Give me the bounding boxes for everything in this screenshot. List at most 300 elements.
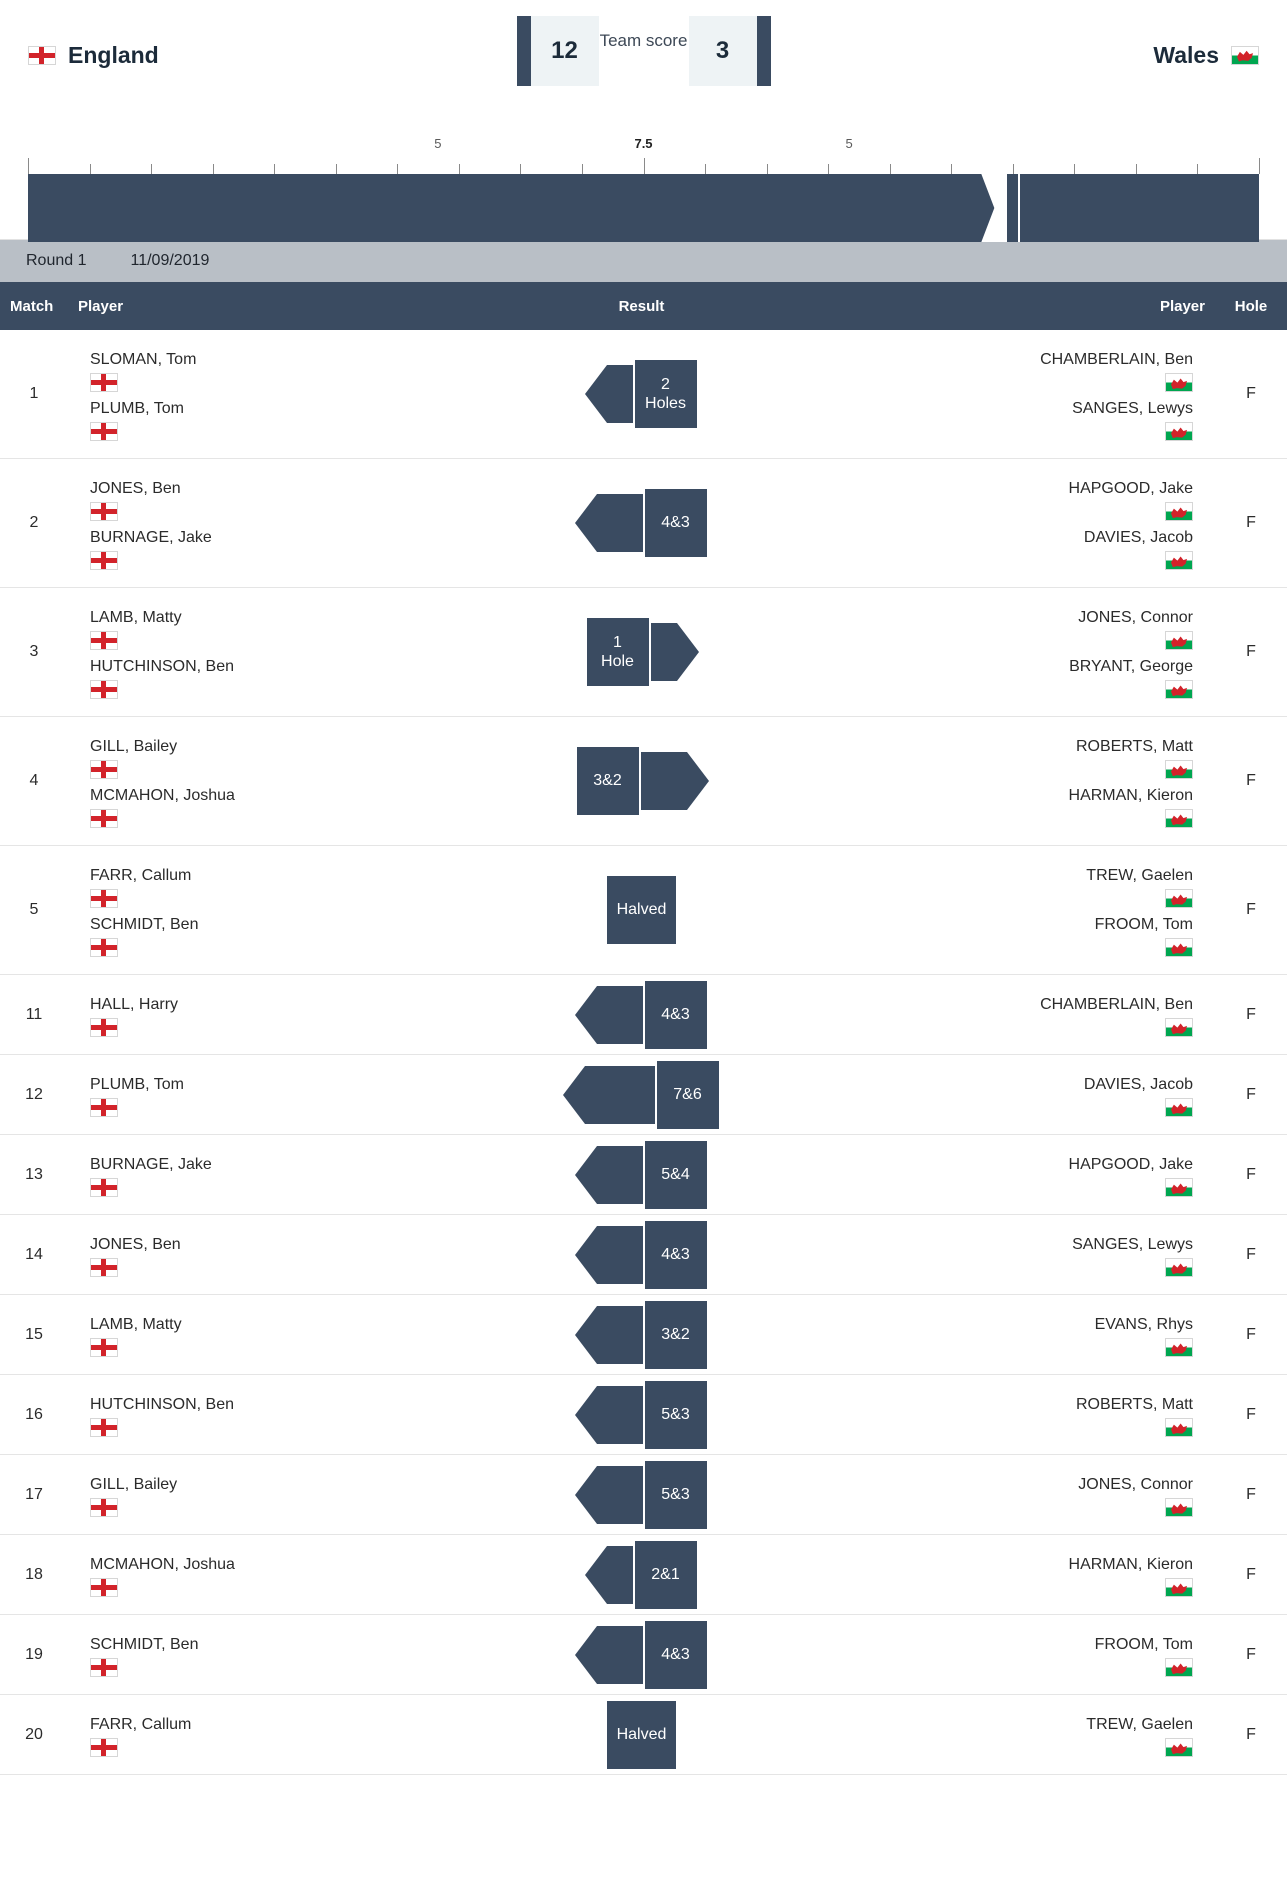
tick-mark	[1136, 164, 1137, 174]
tick-mark	[520, 164, 521, 174]
result-holder	[513, 874, 771, 946]
match-result	[512, 588, 772, 717]
match-number: 14	[25, 1245, 43, 1263]
player-entry	[90, 479, 502, 522]
players-right	[772, 1215, 1216, 1295]
result-line: 3&2	[661, 1325, 690, 1343]
result-line: Halved	[616, 901, 667, 919]
players-left	[68, 588, 512, 717]
table-row[interactable]	[0, 1135, 1287, 1215]
player-flag	[90, 809, 502, 829]
match-hole-status: F	[1246, 772, 1256, 789]
result-arrow-left-tip	[575, 494, 597, 552]
result-score-box	[633, 1541, 699, 1609]
player-flag	[782, 1338, 1194, 1358]
player-flag	[782, 889, 1194, 909]
table-row[interactable]	[0, 1455, 1287, 1535]
player-name: SCHMIDT, Ben	[90, 1636, 199, 1653]
player-entry	[782, 786, 1194, 829]
match-result	[512, 330, 772, 459]
tick-mark	[1013, 164, 1014, 174]
players-right	[772, 588, 1216, 717]
match-result	[512, 459, 772, 588]
player-entry	[90, 1315, 502, 1358]
player-flag	[782, 551, 1194, 571]
score-right: 3	[689, 16, 771, 86]
player-name: DAVIES, Jacob	[1083, 1076, 1193, 1093]
wales-flag-icon	[1165, 889, 1193, 908]
player-name: FARR, Callum	[90, 867, 192, 884]
matches-table	[0, 282, 1287, 1775]
result-holder	[513, 1539, 771, 1611]
match-result	[512, 1135, 772, 1215]
tick-label: 5	[845, 136, 853, 151]
player-name: ROBERTS, Matt	[1075, 1396, 1193, 1413]
team-score-row	[0, 0, 1287, 110]
match-number: 20	[25, 1725, 43, 1743]
result-arrow-left	[597, 1306, 643, 1364]
player-entry	[90, 866, 502, 909]
match-result	[512, 1295, 772, 1375]
player-flag	[782, 373, 1194, 393]
player-name: PLUMB, Tom	[90, 1076, 184, 1093]
player-entry	[90, 786, 502, 829]
england-flag-icon	[90, 1658, 118, 1677]
player-name: SANGES, Lewys	[1072, 400, 1193, 417]
match-number: 2	[29, 514, 39, 531]
table-row[interactable]	[0, 588, 1287, 717]
player-entry	[90, 399, 502, 442]
player-entry	[782, 1475, 1194, 1518]
score-left: 12	[517, 16, 599, 86]
result-arrow-left	[597, 494, 643, 552]
result-score-box	[643, 1141, 709, 1209]
wales-flag-icon	[1165, 1658, 1193, 1677]
match-number: 19	[25, 1645, 43, 1663]
match-hole-status: F	[1246, 1085, 1256, 1103]
tick-mark	[644, 158, 645, 174]
player-entry	[782, 399, 1194, 442]
player-flag	[90, 1658, 502, 1678]
result-arrow-right-tip	[687, 752, 709, 810]
players-left	[68, 1135, 512, 1215]
result-line: 2	[661, 375, 670, 393]
result-score-box	[643, 1221, 709, 1289]
player-entry	[782, 1155, 1194, 1198]
result-score-box	[607, 1701, 677, 1769]
player-name: MCMAHON, Joshua	[90, 1556, 235, 1573]
england-flag-icon	[90, 1738, 118, 1757]
match-number: 16	[25, 1405, 43, 1423]
result-arrow-left	[597, 1466, 643, 1524]
match-result	[512, 1055, 772, 1135]
player-flag	[782, 1658, 1194, 1678]
tick-mark	[397, 164, 398, 174]
player-name: PLUMB, Tom	[90, 400, 184, 417]
player-entry	[782, 1235, 1194, 1278]
player-name: HUTCHINSON, Ben	[90, 658, 235, 675]
match-hole-status: F	[1246, 1645, 1256, 1663]
players-right	[772, 1055, 1216, 1135]
result-arrow-left-tip	[575, 1466, 597, 1524]
result-arrow-left-tip	[585, 365, 607, 423]
player-name: GILL, Bailey	[90, 738, 178, 755]
score-label: Team score	[599, 31, 688, 50]
player-entry	[90, 1475, 502, 1518]
header-match: Match	[0, 282, 68, 330]
team-left-name: England	[68, 41, 159, 68]
player-flag	[90, 422, 502, 442]
result-line: 5&4	[661, 1165, 690, 1183]
player-entry	[782, 866, 1194, 909]
player-flag	[90, 1738, 502, 1758]
result-holder	[513, 358, 771, 430]
player-name: HAPGOOD, Jake	[1068, 480, 1193, 497]
tick-mark	[828, 164, 829, 174]
wales-flag-icon	[1165, 1578, 1193, 1597]
player-entry	[90, 528, 502, 571]
table-row[interactable]	[0, 975, 1287, 1055]
result-line: 3&2	[593, 772, 622, 790]
england-flag-icon	[90, 1098, 118, 1117]
england-flag-icon	[90, 1178, 118, 1197]
result-arrow-left-tip	[575, 1386, 597, 1444]
progress-notch	[981, 174, 1007, 242]
wales-flag-icon	[1231, 46, 1259, 65]
player-entry	[782, 1075, 1194, 1118]
table-row[interactable]	[0, 1535, 1287, 1615]
result-holder	[513, 745, 771, 817]
table-row[interactable]	[0, 1055, 1287, 1135]
progress-bar	[28, 174, 1259, 242]
player-entry	[782, 608, 1194, 651]
players-right	[772, 330, 1216, 459]
tick-mark	[767, 164, 768, 174]
tick-mark	[1074, 164, 1075, 174]
result-score-box	[643, 489, 709, 557]
player-flag	[90, 1498, 502, 1518]
players-right	[772, 459, 1216, 588]
wales-flag-icon	[1165, 422, 1193, 441]
player-entry	[90, 1555, 502, 1598]
wales-flag-icon	[1165, 680, 1193, 699]
tick-mark	[890, 164, 891, 174]
players-right	[772, 1535, 1216, 1615]
player-name: JONES, Ben	[90, 1236, 181, 1253]
match-hole-status: F	[1246, 1485, 1256, 1503]
result-line: 1	[613, 633, 622, 651]
player-entry	[90, 1155, 502, 1198]
match-result	[512, 717, 772, 846]
player-name: SANGES, Lewys	[1072, 1236, 1193, 1253]
player-entry	[782, 1715, 1194, 1758]
player-name: LAMB, Matty	[90, 1316, 182, 1333]
england-flag-icon	[90, 373, 118, 392]
result-score-box	[643, 1381, 709, 1449]
england-flag-icon	[90, 422, 118, 441]
result-line: 5&3	[661, 1405, 690, 1423]
tick-mark	[1259, 158, 1260, 174]
result-arrow-left-tip	[575, 1626, 597, 1684]
result-score-box	[633, 360, 699, 428]
match-number: 3	[29, 643, 39, 660]
result-line: Holes	[645, 395, 686, 412]
player-flag	[782, 1258, 1194, 1278]
result-holder	[513, 1619, 771, 1691]
table-row[interactable]	[0, 459, 1287, 588]
round-name: Round 1	[26, 252, 87, 269]
tick-mark	[90, 164, 91, 174]
player-entry	[90, 1715, 502, 1758]
match-result	[512, 975, 772, 1055]
wales-flag-icon	[1165, 1258, 1193, 1277]
player-flag	[782, 422, 1194, 442]
result-score-box	[643, 1301, 709, 1369]
player-flag	[782, 1098, 1194, 1118]
table-row[interactable]	[0, 717, 1287, 846]
players-right	[772, 1295, 1216, 1375]
result-arrow-left	[585, 1066, 655, 1124]
player-entry	[90, 737, 502, 780]
result-line: 4&3	[661, 514, 690, 532]
player-flag	[90, 1258, 502, 1278]
player-entry	[782, 737, 1194, 780]
result-holder	[513, 487, 771, 559]
scoreboard-header	[0, 0, 1287, 240]
player-flag	[90, 1578, 502, 1598]
england-flag-icon	[90, 502, 118, 521]
player-entry	[90, 1395, 502, 1438]
players-right	[772, 975, 1216, 1055]
players-right	[772, 1135, 1216, 1215]
player-name: SCHMIDT, Ben	[90, 916, 199, 933]
wales-flag-icon	[1165, 1418, 1193, 1437]
match-number: 1	[29, 385, 39, 402]
result-holder	[513, 979, 771, 1051]
players-left	[68, 975, 512, 1055]
result-holder	[513, 1219, 771, 1291]
table-row[interactable]	[0, 1375, 1287, 1455]
header-hole: Hole	[1215, 282, 1287, 330]
result-line: Halved	[616, 1725, 667, 1743]
player-name: TREW, Gaelen	[1086, 867, 1193, 884]
wales-flag-icon	[1165, 1338, 1193, 1357]
players-left	[68, 1215, 512, 1295]
player-name: GILL, Bailey	[90, 1476, 178, 1493]
match-result	[512, 1375, 772, 1455]
match-hole-status: F	[1246, 643, 1256, 660]
player-flag	[90, 1098, 502, 1118]
player-name: HUTCHINSON, Ben	[90, 1396, 235, 1413]
header-player-right: Player	[772, 282, 1216, 330]
result-score-box	[585, 618, 651, 686]
match-result	[512, 1535, 772, 1615]
players-left	[68, 1055, 512, 1135]
wales-flag-icon	[1165, 551, 1193, 570]
tick-mark	[336, 164, 337, 174]
players-left	[68, 846, 512, 975]
players-right	[772, 1615, 1216, 1695]
header-player-left: Player	[68, 282, 512, 330]
result-arrow-left	[597, 1226, 643, 1284]
table-row[interactable]	[0, 1615, 1287, 1695]
players-left	[68, 1615, 512, 1695]
player-entry	[90, 995, 502, 1038]
result-holder	[513, 1379, 771, 1451]
result-holder	[513, 1699, 771, 1771]
result-holder	[513, 1299, 771, 1371]
player-flag	[782, 1418, 1194, 1438]
england-flag-icon	[28, 46, 56, 65]
player-name: ROBERTS, Matt	[1075, 738, 1193, 755]
england-flag-icon	[90, 1578, 118, 1597]
matches-table-body	[0, 330, 1287, 1775]
player-flag	[90, 1418, 502, 1438]
player-entry	[90, 1635, 502, 1678]
result-arrow-left	[597, 986, 643, 1044]
player-flag	[90, 889, 502, 909]
tick-mark	[705, 164, 706, 174]
match-hole-status: F	[1246, 1165, 1256, 1183]
player-name: DAVIES, Jacob	[1083, 529, 1193, 546]
player-name: BURNAGE, Jake	[90, 529, 212, 546]
result-score-box	[643, 981, 709, 1049]
match-hole-status: F	[1246, 1005, 1256, 1023]
result-arrow-left-tip	[563, 1066, 585, 1124]
player-flag	[90, 938, 502, 958]
round-bar	[0, 240, 1287, 282]
wales-flag-icon	[1165, 1178, 1193, 1197]
wales-flag-icon	[1165, 631, 1193, 650]
result-score-box	[643, 1621, 709, 1689]
player-name: HALL, Harry	[90, 996, 179, 1013]
tick-mark	[582, 164, 583, 174]
player-flag	[90, 1338, 502, 1358]
progress-divider	[1018, 174, 1020, 242]
result-arrow-left-tip	[575, 986, 597, 1044]
matches-table-head	[0, 282, 1287, 330]
result-holder	[513, 1459, 771, 1531]
match-hole-status: F	[1246, 514, 1256, 531]
england-flag-icon	[90, 631, 118, 650]
england-flag-icon	[90, 889, 118, 908]
table-row[interactable]	[0, 1695, 1287, 1775]
player-entry	[782, 528, 1194, 571]
player-flag	[782, 1738, 1194, 1758]
player-flag	[782, 502, 1194, 522]
result-line: Hole	[601, 653, 634, 670]
england-flag-icon	[90, 1018, 118, 1037]
wales-flag-icon	[1165, 938, 1193, 957]
england-flag-icon	[90, 1418, 118, 1437]
player-entry	[90, 1075, 502, 1118]
player-entry	[782, 1635, 1194, 1678]
match-result	[512, 1695, 772, 1775]
result-arrow-left	[597, 1386, 643, 1444]
match-number: 5	[29, 901, 39, 918]
players-left	[68, 1535, 512, 1615]
players-right	[772, 1455, 1216, 1535]
tick-label: 7.5	[634, 136, 653, 151]
england-flag-icon	[90, 1498, 118, 1517]
result-arrow-left	[597, 1626, 643, 1684]
england-flag-icon	[90, 809, 118, 828]
tick-mark	[28, 158, 29, 174]
table-row[interactable]	[0, 846, 1287, 975]
result-line: 5&3	[661, 1485, 690, 1503]
wales-flag-icon	[1165, 760, 1193, 779]
progress-ticks	[28, 136, 1259, 174]
player-name: JONES, Ben	[90, 480, 181, 497]
match-result	[512, 1455, 772, 1535]
player-name: MCMAHON, Joshua	[90, 787, 235, 804]
match-hole-status: F	[1246, 1245, 1256, 1263]
player-name: SLOMAN, Tom	[90, 351, 197, 368]
player-flag	[782, 1018, 1194, 1038]
result-line: 7&6	[673, 1085, 702, 1103]
table-row[interactable]	[0, 330, 1287, 459]
result-arrow-right	[651, 623, 677, 681]
result-arrow-right	[641, 752, 687, 810]
wales-flag-icon	[1165, 373, 1193, 392]
tick-mark	[151, 164, 152, 174]
player-flag	[90, 1178, 502, 1198]
result-arrow-right-tip	[677, 623, 699, 681]
wales-flag-icon	[1165, 502, 1193, 521]
player-flag	[90, 502, 502, 522]
round-date: 11/09/2019	[130, 252, 210, 269]
player-flag	[90, 631, 502, 651]
match-result	[512, 846, 772, 975]
player-flag	[782, 1578, 1194, 1598]
table-row[interactable]	[0, 1295, 1287, 1375]
tick-mark	[951, 164, 952, 174]
player-name: HARMAN, Kieron	[1068, 1556, 1193, 1573]
wales-flag-icon	[1165, 1098, 1193, 1117]
player-flag	[782, 809, 1194, 829]
players-left	[68, 1375, 512, 1455]
result-arrow-left-tip	[575, 1306, 597, 1364]
players-right	[772, 1695, 1216, 1775]
match-result	[512, 1615, 772, 1695]
header-result: Result	[512, 282, 772, 330]
player-name: JONES, Connor	[1078, 1476, 1193, 1493]
match-hole-status: F	[1246, 901, 1256, 918]
wales-flag-icon	[1165, 809, 1193, 828]
team-score-display	[517, 16, 771, 86]
result-line: 4&3	[661, 1245, 690, 1263]
match-result	[512, 1215, 772, 1295]
player-flag	[782, 1178, 1194, 1198]
result-score-box	[655, 1061, 721, 1129]
player-name: FROOM, Tom	[1094, 1636, 1193, 1653]
players-right	[772, 846, 1216, 975]
matches-header-row	[0, 282, 1287, 330]
player-flag	[782, 680, 1194, 700]
match-number: 4	[29, 772, 39, 789]
player-flag	[90, 680, 502, 700]
player-name: TREW, Gaelen	[1086, 1716, 1193, 1733]
player-name: CHAMBERLAIN, Ben	[1040, 351, 1193, 368]
match-hole-status: F	[1246, 1725, 1256, 1743]
players-left	[68, 717, 512, 846]
result-arrow-left-tip	[575, 1226, 597, 1284]
table-row[interactable]	[0, 1215, 1287, 1295]
result-arrow-left	[607, 1546, 633, 1604]
result-holder	[513, 1059, 771, 1131]
player-entry	[90, 1235, 502, 1278]
player-entry	[782, 1555, 1194, 1598]
